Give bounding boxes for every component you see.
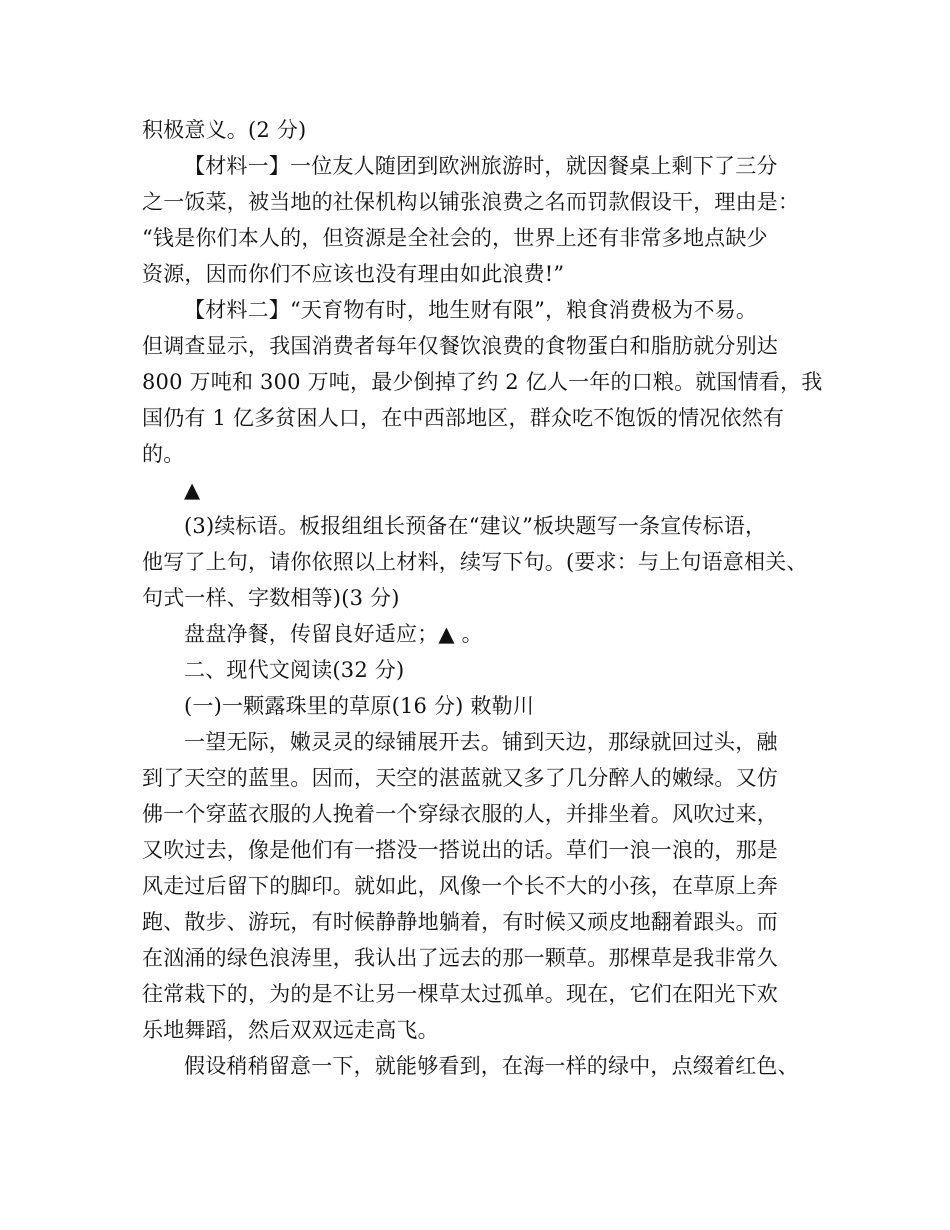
text-line: 跑、散步、游玩，有时候静静地躺着，有时候又顽皮地翻着跟头。而 <box>142 910 778 934</box>
text-line: 但调查显示，我国消费者每年仅餐饮浪费的食物蛋白和脂肪就分别达 <box>142 334 778 358</box>
text-line: 又吹过去，像是他们有一搭没一搭说出的话。草们一浪一浪的，那是 <box>142 838 778 862</box>
text-line: 乐地舞蹈，然后双双远走高飞。 <box>142 1018 439 1042</box>
text-line: 资源，因而你们不应该也没有理由如此浪费!” <box>142 262 565 286</box>
text-line: 【材料二】“天育物有时，地生财有限”，粮食消费极为不易。 <box>184 298 758 322</box>
text-line: “钱是你们本人的，但资源是全社会的，世界上还有非常多地点缺少 <box>142 226 768 250</box>
text-line: 积极意义。(2 分) <box>142 118 307 142</box>
text-line: 一望无际，嫩灵灵的绿铺展开去。铺到天边，那绿就回过头，融 <box>184 730 778 754</box>
text-line: 在汹涌的绿色浪涛里，我认出了远去的那一颗草。那棵草是我非常久 <box>142 946 778 970</box>
text-line: 之一饭菜，被当地的社保机构以铺张浪费之名而罚款假设干，理由是： <box>142 190 800 214</box>
text-line: 国仍有 1 亿多贫困人口，在中西部地区，群众吃不饱饭的情况依然有 <box>142 406 785 430</box>
text-line: 【材料一】一位友人随团到欧洲旅游时，就因餐桌上剩下了三分 <box>184 154 778 178</box>
text-line: 的。 <box>142 442 185 466</box>
text-line: 句式一样、字数相等)(3 分) <box>142 586 400 610</box>
answer-blank-marker: ▲ <box>184 478 201 502</box>
document-page <box>142 112 822 1084</box>
subsection-heading: (一)一颗露珠里的草原(16 分) 敕勒川 <box>184 694 535 718</box>
text-line: (3)续标语。板报组组长预备在“建议”板块题写一条宣传标语， <box>184 514 767 538</box>
text-line: 盘盘净餐，传留良好适应；▲ 。 <box>184 622 483 646</box>
text-line: 风走过后留下的脚印。就如此，风像一个长不大的小孩，在草原上奔 <box>142 874 778 898</box>
section-heading: 二、现代文阅读(32 分) <box>184 658 405 682</box>
text-line: 800 万吨和 300 万吨，最少倒掉了约 2 亿人一年的口粮。就国情看，我 <box>142 370 823 394</box>
text-line: 他写了上句，请你依照以上材料，续写下句。(要求：与上句语意相关、 <box>142 550 808 574</box>
text-line: 到了天空的蓝里。因而，天空的湛蓝就又多了几分醉人的嫩绿。又仿 <box>142 766 778 790</box>
text-line: 佛一个穿蓝衣服的人挽着一个穿绿衣服的人，并排坐着。风吹过来， <box>142 802 778 826</box>
text-line: 往常栽下的，为的是不让另一棵草太过孤单。现在，它们在阳光下欢 <box>142 982 778 1006</box>
text-line: 假设稍稍留意一下，就能够看到，在海一样的绿中，点缀着红色、 <box>184 1054 799 1078</box>
